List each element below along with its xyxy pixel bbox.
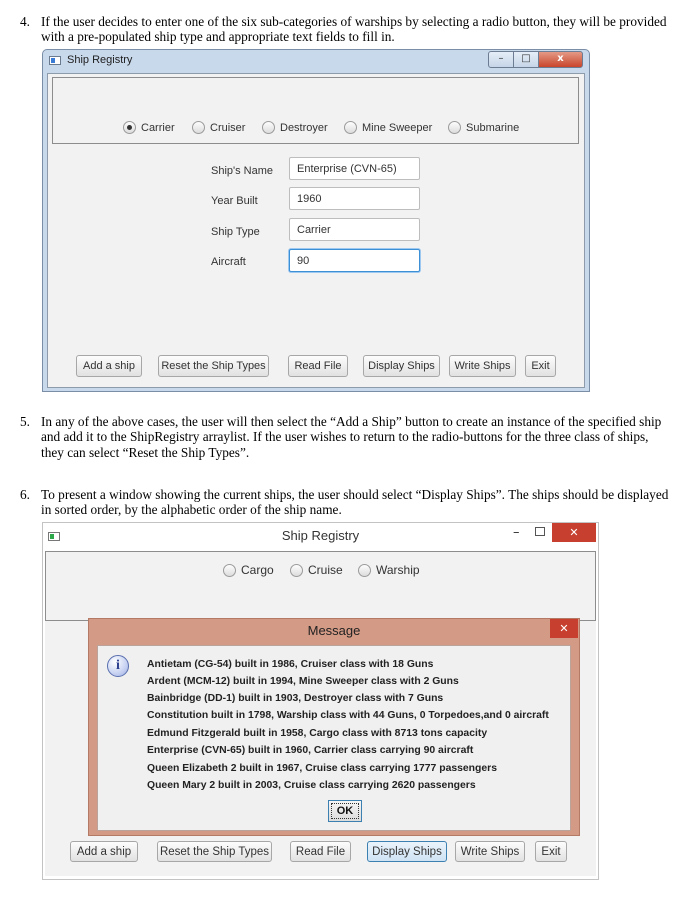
ship-list-line: Ardent (MCM-12) built in 1994, Mine Sweeper class with 2 Guns bbox=[147, 676, 459, 687]
radio-indicator bbox=[223, 564, 236, 577]
dialog-close-button[interactable]: ✕ bbox=[550, 619, 578, 638]
radio-label: Cruise bbox=[308, 563, 343, 577]
radio-cruiser[interactable] bbox=[192, 121, 245, 134]
radio-indicator bbox=[262, 121, 275, 134]
add-ship-button[interactable]: Add a ship bbox=[70, 841, 138, 862]
radio-indicator bbox=[448, 121, 461, 134]
radio-indicator bbox=[192, 121, 205, 134]
radio-cargo[interactable] bbox=[223, 563, 274, 577]
year-built-label: Year Built bbox=[211, 195, 258, 207]
ship-list-line: Queen Elizabeth 2 built in 1967, Cruise class carrying 1777 passengers bbox=[147, 763, 497, 774]
aircraft-input[interactable]: 90 bbox=[289, 249, 420, 272]
minimize-button[interactable]: – bbox=[513, 525, 520, 540]
ship-list-line: Constitution built in 1798, Warship class with 44 Guns, 0 Torpedoes,and 0 aircraft bbox=[147, 710, 549, 721]
close-button[interactable]: x bbox=[538, 51, 583, 68]
radio-label: Destroyer bbox=[280, 121, 328, 134]
radio-label: Cruiser bbox=[210, 121, 246, 134]
doc-item-text: In any of the above cases, the user will then select the “Add a Ship” button to create an instance of the specified ship and add it to the ShipRegistry arraylist. If the user wishes to return to the radio-buttons for the three class of ships, they can select “Reset the Ship Types”. bbox=[41, 414, 662, 460]
radio-mine-sweeper[interactable] bbox=[344, 121, 432, 134]
read-file-button[interactable]: Read File bbox=[290, 841, 351, 862]
write-ships-button[interactable]: Write Ships bbox=[455, 841, 525, 862]
radio-label: Carrier bbox=[141, 121, 175, 134]
message-dialog bbox=[88, 618, 580, 836]
radio-label: Warship bbox=[376, 563, 420, 577]
ship-list-line: Enterprise (CVN-65) built in 1960, Carrier class carrying 90 aircraft bbox=[147, 745, 474, 756]
year-built-input[interactable]: 1960 bbox=[289, 187, 420, 210]
reset-ship-types-button[interactable]: Reset the Ship Types bbox=[158, 355, 269, 377]
doc-item-number: 5. bbox=[20, 414, 30, 429]
radio-label: Cargo bbox=[241, 563, 274, 577]
ship-name-input[interactable]: Enterprise (CVN-65) bbox=[289, 157, 420, 180]
ship-list-line: Antietam (CG-54) built in 1986, Cruiser class with 18 Guns bbox=[147, 659, 434, 670]
ship-name-label: Ship's Name bbox=[211, 165, 274, 177]
exit-button[interactable]: Exit bbox=[525, 355, 556, 377]
write-ships-button[interactable]: Write Ships bbox=[449, 355, 516, 377]
add-ship-button[interactable]: Add a ship bbox=[76, 355, 142, 377]
reset-ship-types-button[interactable]: Reset the Ship Types bbox=[157, 841, 272, 862]
doc-item-number: 4. bbox=[20, 14, 30, 29]
ship-list-line: Edmund Fitzgerald built in 1958, Cargo class with 8713 tons capacity bbox=[147, 728, 488, 739]
radio-destroyer[interactable] bbox=[262, 121, 328, 134]
window-title: Ship Registry bbox=[67, 54, 133, 66]
ship-registry-window-1 bbox=[42, 49, 590, 392]
read-file-button[interactable]: Read File bbox=[288, 355, 348, 377]
window-content bbox=[47, 73, 585, 388]
radio-submarine[interactable] bbox=[448, 121, 519, 134]
exit-button[interactable]: Exit bbox=[535, 841, 567, 862]
ship-list-line: Queen Mary 2 built in 2003, Cruise class carrying 2620 passengers bbox=[147, 780, 476, 791]
ship-type-label: Ship Type bbox=[211, 226, 260, 238]
ship-type-input[interactable]: Carrier bbox=[289, 218, 420, 241]
dialog-body bbox=[97, 645, 571, 831]
close-button[interactable]: ✕ bbox=[552, 523, 596, 542]
aircraft-label: Aircraft bbox=[211, 256, 246, 268]
doc-item-5 bbox=[20, 414, 670, 462]
doc-item-4 bbox=[20, 14, 670, 46]
app-icon bbox=[49, 56, 61, 65]
radio-indicator bbox=[123, 121, 136, 134]
radio-carrier[interactable] bbox=[123, 121, 175, 134]
radio-indicator bbox=[290, 564, 303, 577]
ok-button[interactable]: OK bbox=[328, 800, 362, 822]
radio-label: Mine Sweeper bbox=[362, 121, 433, 134]
doc-item-6 bbox=[20, 487, 670, 519]
display-ships-button[interactable]: Display Ships bbox=[363, 355, 440, 377]
radio-indicator bbox=[358, 564, 371, 577]
info-icon: i bbox=[107, 655, 129, 677]
maximize-button[interactable] bbox=[535, 527, 545, 536]
ship-list-line: Bainbridge (DD-1) built in 1903, Destroyer class with 7 Guns bbox=[147, 693, 444, 704]
ship-category-panel bbox=[52, 77, 579, 144]
radio-cruise[interactable] bbox=[290, 563, 343, 577]
doc-item-number: 6. bbox=[20, 487, 30, 502]
radio-label: Submarine bbox=[466, 121, 520, 134]
ship-class-panel bbox=[45, 551, 596, 621]
dialog-title: Message bbox=[307, 623, 361, 638]
window-title: Ship Registry bbox=[281, 528, 360, 543]
doc-item-text: To present a window showing the current ships, the user should select “Display Ships”. The ships should be displayed in sorted order, by the alphabetic order of the ship name. bbox=[41, 487, 669, 518]
radio-warship[interactable] bbox=[358, 563, 420, 577]
radio-indicator bbox=[344, 121, 357, 134]
minimize-button[interactable]: – bbox=[488, 51, 514, 68]
maximize-button[interactable]: □ bbox=[513, 51, 539, 68]
doc-item-text: If the user decides to enter one of the six sub-categories of warships by selecting a radio button, they will be provided with a pre-populated ship type and appropriate text fields to fill in. bbox=[41, 14, 667, 45]
display-ships-button[interactable]: Display Ships bbox=[367, 841, 447, 862]
title-bar[interactable] bbox=[43, 50, 589, 72]
